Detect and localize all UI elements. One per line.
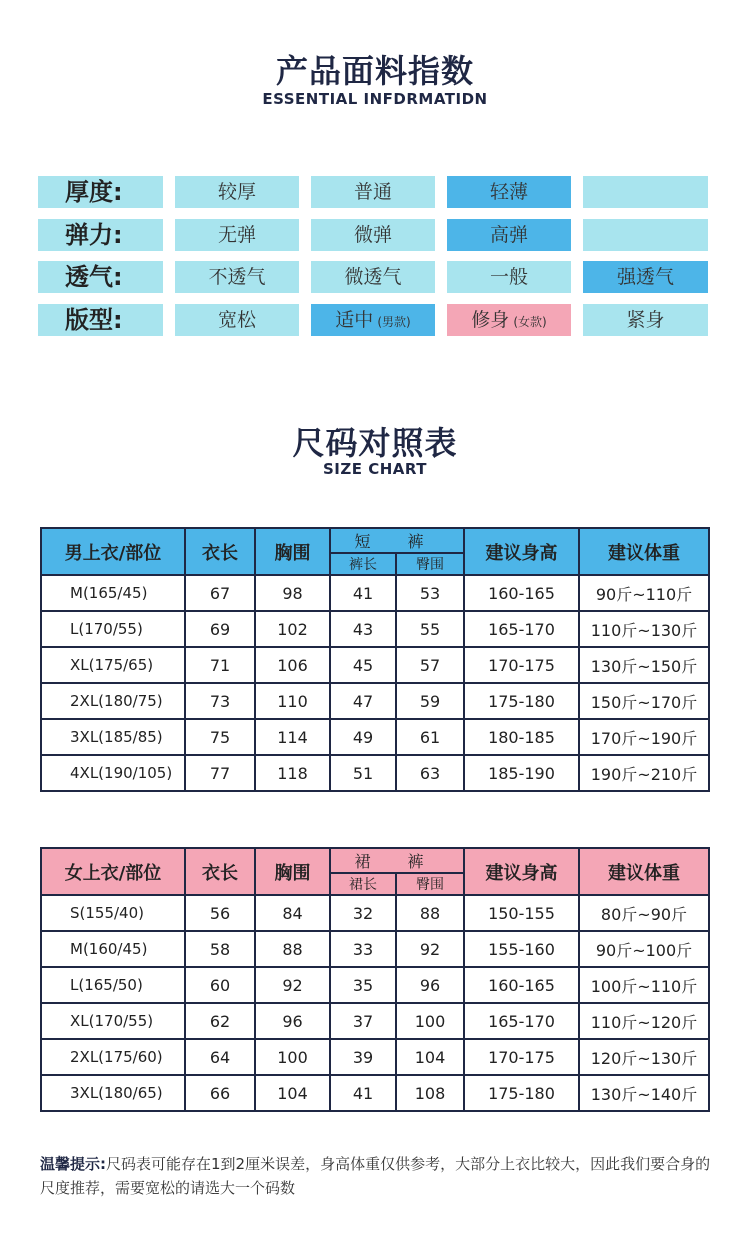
cell: 120斤~130斤 bbox=[579, 1039, 709, 1075]
cell: L(165/50) bbox=[41, 967, 185, 1003]
header-pant-length: 裤长 bbox=[330, 553, 396, 575]
cell: 37 bbox=[330, 1003, 396, 1039]
header-weight: 建议体重 bbox=[579, 848, 709, 895]
cell: 51 bbox=[330, 755, 396, 791]
table-row bbox=[41, 683, 709, 719]
cell: M(160/45) bbox=[41, 931, 185, 967]
table-row bbox=[41, 931, 709, 967]
cell: 175-180 bbox=[464, 683, 579, 719]
fabric-option-selected: 强透气 bbox=[583, 261, 708, 293]
cell: 73 bbox=[185, 683, 255, 719]
cell: 58 bbox=[185, 931, 255, 967]
fabric-option: 较厚 bbox=[175, 176, 299, 208]
header-shorts: 短 裤 bbox=[330, 528, 464, 553]
fabric-option-empty bbox=[583, 176, 708, 208]
size-chart-subtitle: SIZE CHART bbox=[322, 460, 427, 478]
cell: 3XL(185/85) bbox=[41, 719, 185, 755]
fabric-option: 无弹 bbox=[175, 219, 299, 251]
cell: 63 bbox=[396, 755, 464, 791]
fabric-label: 弹力: bbox=[38, 219, 163, 251]
cell: 60 bbox=[185, 967, 255, 1003]
fabric-option-selected-men bbox=[311, 304, 435, 336]
cell: 2XL(180/75) bbox=[41, 683, 185, 719]
fabric-option-selected: 高弹 bbox=[447, 219, 571, 251]
cell: 66 bbox=[185, 1075, 255, 1111]
fabric-option: 一般 bbox=[447, 261, 571, 293]
cell: 150斤~170斤 bbox=[579, 683, 709, 719]
cell: 100斤~110斤 bbox=[579, 967, 709, 1003]
men-size-table bbox=[40, 527, 710, 792]
fabric-option-empty bbox=[583, 219, 708, 251]
table-row bbox=[41, 647, 709, 683]
cell: 77 bbox=[185, 755, 255, 791]
fabric-option-selected: 轻薄 bbox=[447, 176, 571, 208]
cell: 110 bbox=[255, 683, 330, 719]
cell: 59 bbox=[396, 683, 464, 719]
cell: 49 bbox=[330, 719, 396, 755]
cell: 92 bbox=[255, 967, 330, 1003]
cell: 100 bbox=[396, 1003, 464, 1039]
cell: 110斤~130斤 bbox=[579, 611, 709, 647]
cell: 180-185 bbox=[464, 719, 579, 755]
cell: 185-190 bbox=[464, 755, 579, 791]
fabric-option-note: (女款) bbox=[513, 315, 547, 329]
cell: 98 bbox=[255, 575, 330, 611]
cell: S(155/40) bbox=[41, 895, 185, 931]
header-height: 建议身高 bbox=[464, 848, 579, 895]
cell: 160-165 bbox=[464, 575, 579, 611]
header-hip: 臀围 bbox=[396, 873, 464, 895]
cell: 175-180 bbox=[464, 1075, 579, 1111]
fabric-option: 微弹 bbox=[311, 219, 435, 251]
cell: 41 bbox=[330, 1075, 396, 1111]
cell: 39 bbox=[330, 1039, 396, 1075]
cell: 62 bbox=[185, 1003, 255, 1039]
fabric-option-selected-women bbox=[447, 304, 571, 336]
header-hip: 臀围 bbox=[396, 553, 464, 575]
cell: 4XL(190/105) bbox=[41, 755, 185, 791]
header-length: 衣长 bbox=[185, 848, 255, 895]
table-row bbox=[41, 755, 709, 791]
cell: 104 bbox=[255, 1075, 330, 1111]
header-skirt-length: 裙长 bbox=[330, 873, 396, 895]
cell: 69 bbox=[185, 611, 255, 647]
cell: 92 bbox=[396, 931, 464, 967]
cell: 100 bbox=[255, 1039, 330, 1075]
cell: 104 bbox=[396, 1039, 464, 1075]
cell: 71 bbox=[185, 647, 255, 683]
cell: 75 bbox=[185, 719, 255, 755]
cell: 45 bbox=[330, 647, 396, 683]
cell: 130斤~140斤 bbox=[579, 1075, 709, 1111]
cell: 53 bbox=[396, 575, 464, 611]
cell: L(170/55) bbox=[41, 611, 185, 647]
tip-text: 尺码表可能存在1到2厘米误差，身高体重仅供参考，大部分上衣比较大，因此我们要合身的尺度推荐，需要宽松的请选大一个码数 bbox=[40, 1155, 711, 1197]
fabric-option-note: (男款) bbox=[377, 315, 411, 329]
header-height: 建议身高 bbox=[464, 528, 579, 575]
cell: 47 bbox=[330, 683, 396, 719]
cell: 170-175 bbox=[464, 1039, 579, 1075]
fabric-option: 微透气 bbox=[311, 261, 435, 293]
cell: 88 bbox=[255, 931, 330, 967]
cell: 90斤~110斤 bbox=[579, 575, 709, 611]
fabric-label: 版型: bbox=[38, 304, 163, 336]
cell: 96 bbox=[255, 1003, 330, 1039]
cell: 64 bbox=[185, 1039, 255, 1075]
table-row bbox=[41, 1075, 709, 1111]
table-row bbox=[41, 719, 709, 755]
cell: 190斤~210斤 bbox=[579, 755, 709, 791]
cell: 61 bbox=[396, 719, 464, 755]
cell: 110斤~120斤 bbox=[579, 1003, 709, 1039]
cell: 3XL(180/65) bbox=[41, 1075, 185, 1111]
fabric-option: 宽松 bbox=[175, 304, 299, 336]
cell: 118 bbox=[255, 755, 330, 791]
fabric-option: 不透气 bbox=[175, 261, 299, 293]
header-part: 女上衣/部位 bbox=[41, 848, 185, 895]
table-row bbox=[41, 895, 709, 931]
cell: 155-160 bbox=[464, 931, 579, 967]
women-size-table bbox=[40, 847, 710, 1112]
header-skirt-pants: 裙 裤 bbox=[330, 848, 464, 873]
fabric-option-text: 适中 bbox=[335, 309, 374, 331]
header-weight: 建议体重 bbox=[579, 528, 709, 575]
header-part: 男上衣/部位 bbox=[41, 528, 185, 575]
fabric-title: 产品面料指数 bbox=[275, 52, 474, 90]
cell: 33 bbox=[330, 931, 396, 967]
cell: 165-170 bbox=[464, 1003, 579, 1039]
table-row bbox=[41, 611, 709, 647]
table-row bbox=[41, 1039, 709, 1075]
cell: 170斤~190斤 bbox=[579, 719, 709, 755]
cell: 130斤~150斤 bbox=[579, 647, 709, 683]
cell: 32 bbox=[330, 895, 396, 931]
cell: 106 bbox=[255, 647, 330, 683]
cell: 160-165 bbox=[464, 967, 579, 1003]
cell: 114 bbox=[255, 719, 330, 755]
tip-label: 温馨提示: bbox=[40, 1155, 106, 1173]
cell: 96 bbox=[396, 967, 464, 1003]
cell: 88 bbox=[396, 895, 464, 931]
cell: 56 bbox=[185, 895, 255, 931]
cell: XL(175/65) bbox=[41, 647, 185, 683]
cell: 150-155 bbox=[464, 895, 579, 931]
cell: 84 bbox=[255, 895, 330, 931]
cell: 43 bbox=[330, 611, 396, 647]
header-length: 衣长 bbox=[185, 528, 255, 575]
cell: 102 bbox=[255, 611, 330, 647]
cell: 80斤~90斤 bbox=[579, 895, 709, 931]
header-chest: 胸围 bbox=[255, 528, 330, 575]
fabric-option: 普通 bbox=[311, 176, 435, 208]
cell: 41 bbox=[330, 575, 396, 611]
cell: M(165/45) bbox=[41, 575, 185, 611]
header-chest: 胸围 bbox=[255, 848, 330, 895]
fabric-subtitle: ESSENTIAL INFDRMATIDN bbox=[262, 90, 488, 108]
fabric-option: 紧身 bbox=[583, 304, 708, 336]
table-row bbox=[41, 575, 709, 611]
cell: 90斤~100斤 bbox=[579, 931, 709, 967]
cell: 35 bbox=[330, 967, 396, 1003]
cell: 67 bbox=[185, 575, 255, 611]
cell: 170-175 bbox=[464, 647, 579, 683]
table-row bbox=[41, 967, 709, 1003]
cell: 2XL(175/60) bbox=[41, 1039, 185, 1075]
cell: 57 bbox=[396, 647, 464, 683]
fabric-option-text: 修身 bbox=[471, 309, 510, 331]
size-chart-title: 尺码对照表 bbox=[292, 424, 458, 462]
cell: 165-170 bbox=[464, 611, 579, 647]
cell: XL(170/55) bbox=[41, 1003, 185, 1039]
size-tip bbox=[40, 1152, 720, 1200]
cell: 108 bbox=[396, 1075, 464, 1111]
cell: 55 bbox=[396, 611, 464, 647]
fabric-label: 厚度: bbox=[38, 176, 163, 208]
table-row bbox=[41, 1003, 709, 1039]
fabric-label: 透气: bbox=[38, 261, 163, 293]
